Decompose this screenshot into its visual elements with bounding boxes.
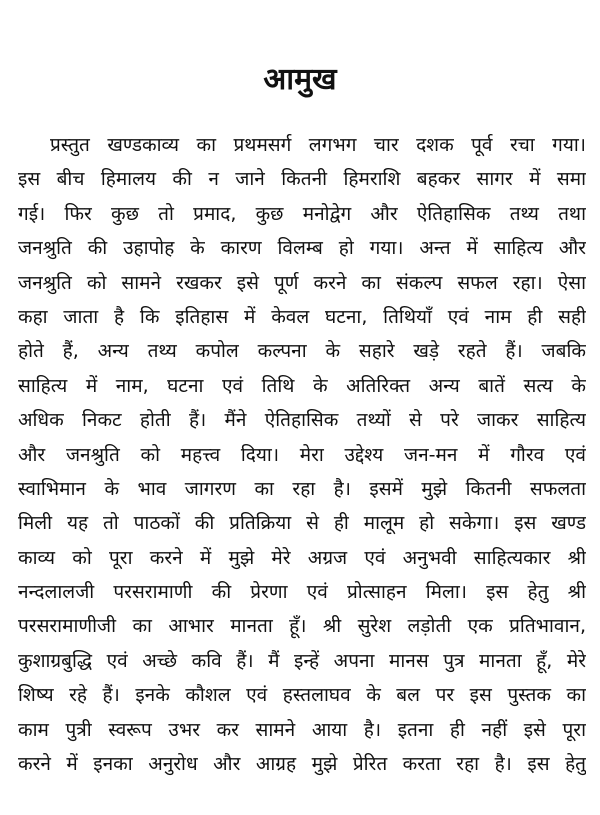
text-line: नन्दलालजी परसरामाणी की प्रेरणा एवं प्रोत्साहन मिला। इस हेतु श्री <box>18 581 586 604</box>
text-line: और जनश्रुति को महत्त्व दिया। मेरा उद्देश्य जन-मन में गौरव एवं <box>18 443 586 466</box>
text-line: अधिक निकट होती हैं। मैंने ऐतिहासिक तथ्यों से परे जाकर साहित्य <box>18 409 586 432</box>
text-line: इस बीच हिमालय की न जाने कितनी हिमराशि बहकर सागर में समा <box>18 168 586 191</box>
text-line: कहा जाता है कि इतिहास में केवल घटना, तिथियाँ एवं नाम ही सही <box>18 305 586 328</box>
text-line: साहित्य में नाम, घटना एवं तिथि के अतिरिक्त अन्य बातें सत्य के <box>18 374 586 397</box>
page-title: आमुख <box>263 62 337 97</box>
text-line: जनश्रुति की उहापोह के कारण विलम्ब हो गया। अन्त में साहित्य और <box>18 237 586 260</box>
text-line: जनश्रुति को सामने रखकर इसे पूर्ण करने का संकल्प सफल रहा। ऐसा <box>18 271 586 294</box>
text-line: गई। फिर कुछ तो प्रमाद, कुछ मनोद्वेग और ऐतिहासिक तथ्य तथा <box>18 202 586 225</box>
text-line: मिली यह तो पाठकों की प्रतिक्रिया से ही मालूम हो सकेगा। इस खण्ड <box>18 512 586 535</box>
text-line: शिष्य रहे हैं। इनके कौशल एवं हस्तलाघव के बल पर इस पुस्तक का <box>18 684 586 707</box>
text-line: परसरामाणीजी का आभार मानता हूँ। श्री सुरेश लड़ोती एक प्रतिभावान, <box>18 615 586 638</box>
text-line: करने में इनका अनुरोध और आग्रह मुझे प्रेरित करता रहा है। इस हेतु <box>18 753 586 776</box>
text-line: स्वाभिमान के भाव जागरण का रहा है। इसमें मुझे कितनी सफलता <box>18 477 586 500</box>
text-line: कुशाग्रबुद्धि एवं अच्छे कवि हैं। मैं इन्हें अपना मानस पुत्र मानता हूँ, मेरे <box>18 649 586 672</box>
text-line: होते हैं, अन्य तथ्य कपोल कल्पना के सहारे खड़े रहते हैं। जबकि <box>18 340 586 363</box>
text-line: काम पुत्री स्वरूप उभर कर सामने आया है। इतना ही नहीं इसे पूरा <box>18 718 586 741</box>
body-paragraph <box>18 128 586 781</box>
text-line: प्रस्तुत खण्डकाव्य का प्रथमसर्ग लगभग चार दशक पूर्व रचा गया। <box>50 134 586 156</box>
text-line: काव्य को पूरा करने में मुझे मेरे अग्रज एवं अनुभवी साहित्यकार श्री <box>18 546 586 569</box>
